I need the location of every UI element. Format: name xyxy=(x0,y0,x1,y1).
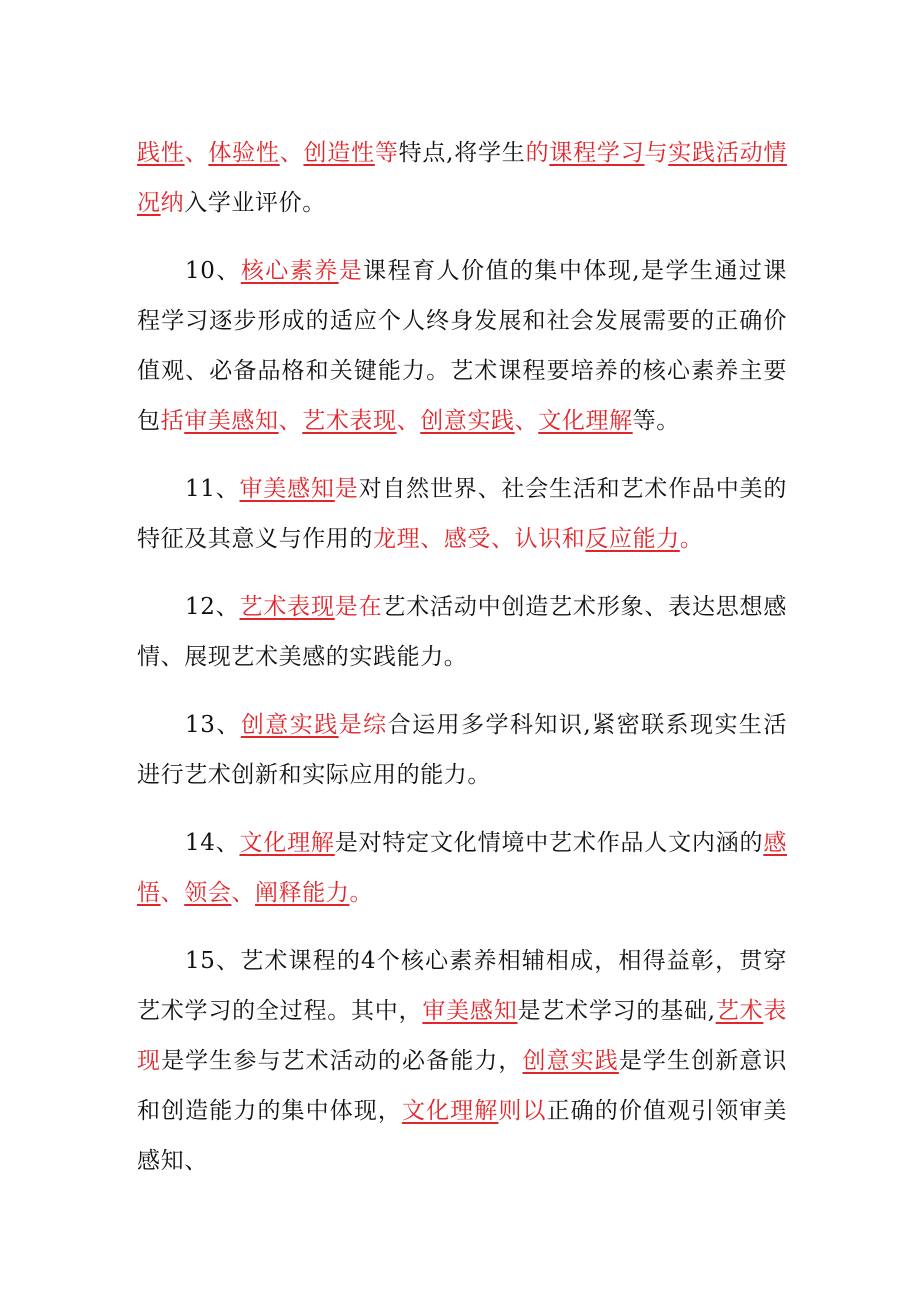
answer-text: 是综 xyxy=(338,712,388,738)
answer-underlined-text: 课程学习 xyxy=(549,140,645,166)
body-text: 11、 xyxy=(185,476,240,502)
answer-underlined-text: 创造性 xyxy=(303,140,375,166)
answer-text: 的 xyxy=(525,140,550,166)
answer-text: 。 xyxy=(349,880,374,906)
answer-underlined-text: 反应能力 xyxy=(585,526,680,552)
answer-text: 等 xyxy=(374,140,399,166)
answer-underlined-text: 创意实践 xyxy=(240,712,339,738)
answer-text: 是在 xyxy=(334,594,383,620)
body-text: 入学业评价。 xyxy=(184,190,326,216)
answer-text: 是 xyxy=(334,476,359,502)
paragraph-14 xyxy=(137,818,787,918)
answer-underlined-text: 阐释能力 xyxy=(255,880,350,906)
body-text: 是艺术学习的基础, xyxy=(517,998,716,1024)
answer-underlined-text: 艺术表现 xyxy=(239,594,335,620)
answer-underlined-text: 感悟 xyxy=(137,830,787,906)
answer-underlined-text: 创意实践 xyxy=(522,1048,619,1074)
body-text: 等。 xyxy=(632,408,680,434)
body-text: 10、 xyxy=(185,258,241,284)
paragraph-12 xyxy=(137,582,787,682)
answer-underlined-text: 体验性 xyxy=(208,140,280,166)
body-text: 课程育人价值的集中体现,是学生通过课程学习逐步形成的适应个人终身发展和社会发展需要的正确价值观、必备品格和关键能力。艺术课程要培养的核心素养主要包 xyxy=(137,258,787,434)
body-text: 特点,将学生 xyxy=(398,140,526,166)
body-text: 是学生参与艺术活动的必备能力， xyxy=(161,1048,523,1074)
paragraph-13 xyxy=(137,700,787,800)
answer-text: 、 xyxy=(184,140,209,166)
body-text: 12、 xyxy=(185,594,240,620)
answer-text: 则以 xyxy=(498,1098,547,1124)
body-text: 正确的价值观引领审美感知、 xyxy=(137,1098,788,1174)
answer-text: 。 xyxy=(679,526,704,552)
answer-underlined-text: 领会 xyxy=(184,880,232,906)
answer-underlined-text: 审美感知 xyxy=(239,476,335,502)
answer-text: 、 xyxy=(231,880,256,906)
answer-underlined-text: 艺术 xyxy=(715,998,764,1024)
answer-underlined-text: 创意实践 xyxy=(420,408,515,434)
body-text: 合运用多学科知识,紧密联系现实生活进行艺术创新和实际应用的能力。 xyxy=(137,712,788,788)
answer-text: 纳 xyxy=(160,190,185,216)
body-text: 14、 xyxy=(185,830,240,856)
answer-underlined-text: 审美感知 xyxy=(422,998,518,1024)
answer-text: 、 xyxy=(514,408,539,434)
answer-text: 、 xyxy=(396,408,421,434)
answer-underlined-text: 核心素养 xyxy=(240,258,339,284)
answer-underlined-text: 文化理解 xyxy=(538,408,633,434)
body-text: 对自然世界、社会生活和艺术作品中美的特征及其意义与作用的 xyxy=(137,476,787,552)
answer-text: 表现 xyxy=(137,998,788,1074)
answer-underlined-text: 审美感知 xyxy=(184,408,279,434)
document-body xyxy=(137,128,787,1186)
answer-text: 、 xyxy=(279,140,304,166)
answer-underlined-text: 实践活动情况 xyxy=(137,140,787,216)
body-text: 13、 xyxy=(185,712,241,738)
answer-text: 括 xyxy=(160,408,185,434)
answer-text: 、 xyxy=(160,880,185,906)
paragraph-9-tail xyxy=(137,128,787,228)
paragraph-11 xyxy=(137,464,787,564)
answer-text: 、 xyxy=(278,408,303,434)
paragraph-10 xyxy=(137,246,787,446)
answer-underlined-text: 践性 xyxy=(137,140,185,166)
answer-text: 龙理、感受、认识和 xyxy=(373,526,586,552)
answer-underlined-text: 文化理解 xyxy=(402,1098,499,1124)
body-text: 是对特定文化情境中艺术作品人文内涵的 xyxy=(334,830,764,856)
answer-underlined-text: 文化理解 xyxy=(239,830,335,856)
body-text: 是学生创新意识和创造能力的集中体现， xyxy=(137,1048,787,1124)
answer-underlined-text: 艺术表现 xyxy=(302,408,397,434)
answer-text: 是 xyxy=(338,258,364,284)
answer-text: 与 xyxy=(644,140,669,166)
body-text: 艺术活动中创造艺术形象、表达思想感情、展现艺术美感的实践能力。 xyxy=(137,594,788,670)
paragraph-15 xyxy=(137,936,787,1186)
body-text: 15、艺术课程的4个核心素养相辅相成，相得益彰，贯穿艺术学习的全过程。其中， xyxy=(137,948,787,1024)
